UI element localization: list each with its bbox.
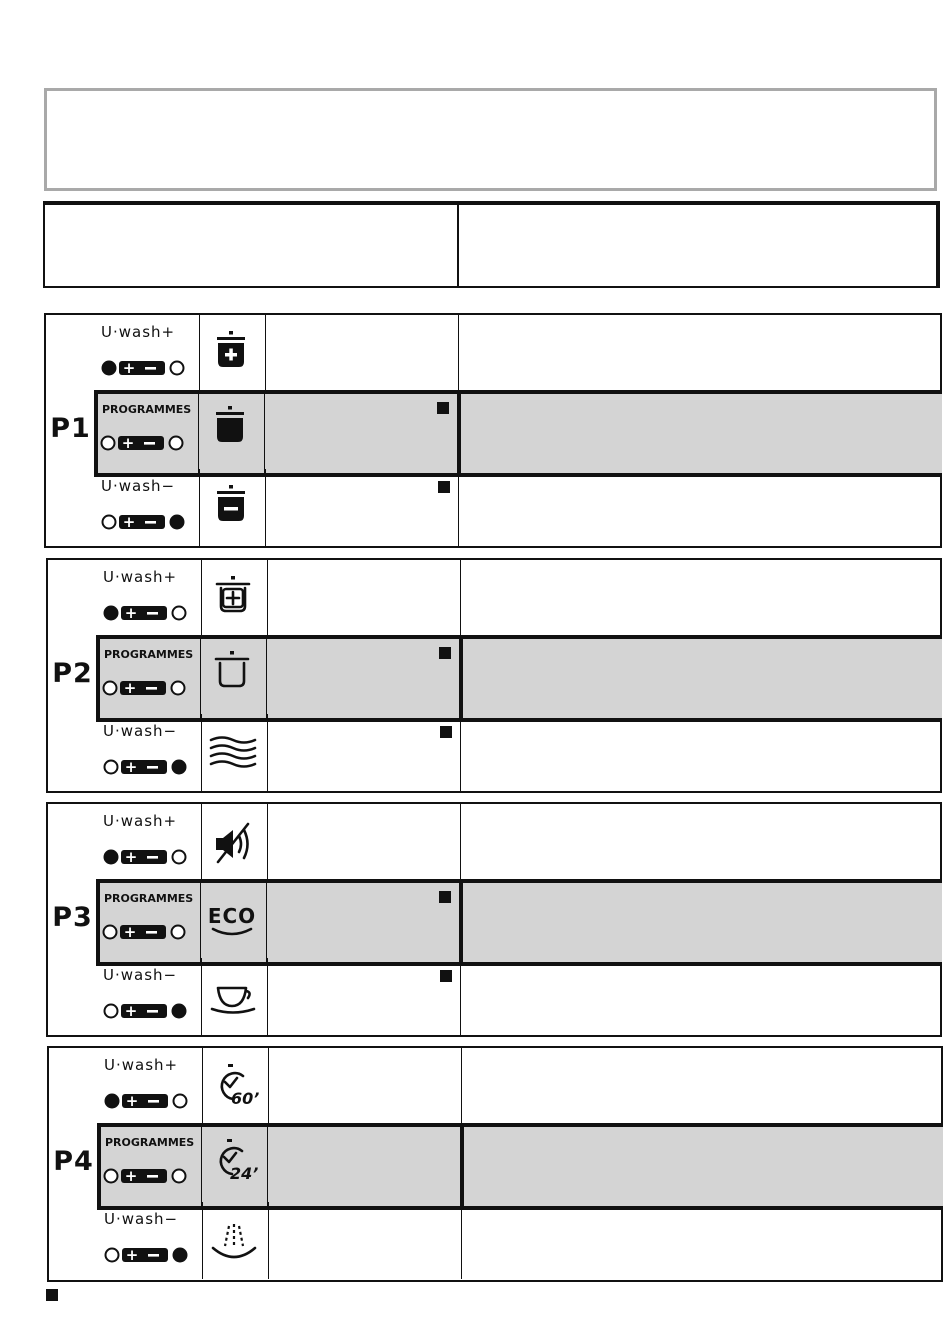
- option-label: U·wash+: [103, 568, 178, 586]
- pot-minus-solid-icon: [206, 483, 256, 535]
- option-label: PROGRAMMES: [102, 403, 192, 416]
- option-label: U·wash−: [103, 966, 178, 984]
- option-indicator: [103, 848, 183, 866]
- column-divider: [201, 1127, 202, 1206]
- title-box: [44, 88, 937, 191]
- programme-row: [98, 1048, 943, 1125]
- option-indicator: [100, 434, 180, 452]
- svg-text:24’: 24’: [230, 1164, 258, 1183]
- footnote-marker: [440, 726, 452, 738]
- programme-row: [96, 635, 942, 722]
- footnote-marker: [437, 402, 449, 414]
- column-divider: [198, 394, 199, 473]
- footnote-marker: [439, 891, 451, 903]
- option-indicator: [101, 513, 181, 531]
- column-divider: [202, 1048, 203, 1125]
- programme-group-p3: [46, 802, 942, 1037]
- programme-row: [95, 469, 942, 546]
- svg-text:+: +: [124, 604, 138, 622]
- column-divider: [268, 1202, 269, 1279]
- pot-plus-outline-icon: [208, 574, 258, 626]
- column-divider: [201, 958, 202, 1035]
- option-label: U·wash−: [104, 1210, 179, 1228]
- column-divider: [461, 1048, 462, 1125]
- column-divider: [201, 714, 202, 791]
- svg-text:+: +: [123, 679, 137, 697]
- column-divider: [267, 804, 268, 881]
- svg-text:+: +: [125, 1092, 139, 1110]
- svg-text:ECO: ECO: [207, 904, 257, 928]
- column-divider: [199, 315, 200, 392]
- svg-text:+: +: [123, 923, 137, 941]
- programme-row: [97, 1123, 943, 1210]
- programme-row: [94, 390, 942, 477]
- svg-text:+: +: [124, 1167, 138, 1185]
- timer-24-icon: [208, 1137, 258, 1189]
- eco-icon: [207, 893, 257, 945]
- svg-text:+: +: [124, 848, 138, 866]
- programme-row: [97, 958, 942, 1035]
- programme-row: [97, 714, 942, 791]
- column-divider: [266, 639, 267, 718]
- column-divider: [201, 804, 202, 881]
- pot-plus-solid-icon: [206, 329, 256, 381]
- column-divider: [460, 714, 461, 791]
- column-divider: [267, 958, 268, 1035]
- option-label: PROGRAMMES: [105, 1136, 195, 1149]
- option-label: U·wash−: [101, 477, 176, 495]
- option-label: PROGRAMMES: [104, 892, 194, 905]
- option-label: U·wash+: [104, 1056, 179, 1074]
- silent-icon: [208, 818, 258, 870]
- footnote-marker: [440, 970, 452, 982]
- option-indicator: [102, 923, 182, 941]
- programme-number: P1: [50, 412, 91, 444]
- column-divider: [267, 1127, 268, 1206]
- option-label: U·wash−: [103, 722, 178, 740]
- svg-text:+: +: [121, 434, 135, 452]
- column-divider: [267, 560, 268, 637]
- column-divider: [460, 958, 461, 1035]
- column-divider: [264, 394, 265, 473]
- option-indicator: [103, 604, 183, 622]
- pot-solid-icon: [205, 404, 255, 456]
- option-label: U·wash+: [103, 812, 178, 830]
- option-indicator: [103, 1167, 183, 1185]
- column-divider: [202, 1202, 203, 1279]
- column-divider: [265, 315, 266, 392]
- header-divider: [457, 205, 459, 286]
- option-label: PROGRAMMES: [104, 648, 194, 661]
- column-divider: [459, 639, 463, 718]
- svg-text:+: +: [122, 513, 136, 531]
- option-indicator: [104, 1246, 184, 1264]
- programme-row: [97, 560, 942, 637]
- svg-text:+: +: [122, 359, 136, 377]
- svg-text:+: +: [124, 758, 138, 776]
- programme-group-p4: [47, 1046, 943, 1282]
- column-divider: [200, 883, 201, 962]
- column-divider: [460, 560, 461, 637]
- column-divider: [200, 639, 201, 718]
- cup-icon: [208, 972, 258, 1024]
- column-divider: [458, 315, 459, 392]
- option-indicator: [104, 1092, 184, 1110]
- footnote-marker: [438, 481, 450, 493]
- programme-row: [98, 1202, 943, 1279]
- programme-row: [96, 879, 942, 966]
- option-indicator: [101, 359, 181, 377]
- table-header: [43, 201, 940, 288]
- column-divider: [461, 1202, 462, 1279]
- option-indicator: [102, 679, 182, 697]
- column-divider: [460, 804, 461, 881]
- programme-number: P3: [52, 901, 93, 933]
- programme-number: P4: [53, 1146, 94, 1177]
- programme-group-p2: [46, 558, 942, 793]
- footnote-marker: [439, 647, 451, 659]
- column-divider: [266, 883, 267, 962]
- column-divider: [265, 469, 266, 546]
- pot-outline-icon: [207, 649, 257, 701]
- timer-60-icon: [209, 1062, 259, 1114]
- column-divider: [199, 469, 200, 546]
- svg-text:60’: 60’: [231, 1089, 259, 1108]
- footnote-marker: [46, 1289, 58, 1301]
- rinse-icon: [209, 1216, 259, 1268]
- column-divider: [459, 883, 463, 962]
- option-indicator: [103, 758, 183, 776]
- programme-row: [97, 804, 942, 881]
- programme-row: [95, 315, 942, 392]
- column-divider: [267, 714, 268, 791]
- column-divider: [457, 394, 461, 473]
- svg-text:+: +: [125, 1246, 139, 1264]
- svg-text:+: +: [124, 1002, 138, 1020]
- programme-number: P2: [52, 657, 93, 689]
- option-label: U·wash+: [101, 323, 176, 341]
- column-divider: [458, 469, 459, 546]
- option-indicator: [103, 1002, 183, 1020]
- waves-icon: [208, 728, 258, 780]
- column-divider: [460, 1127, 464, 1206]
- column-divider: [201, 560, 202, 637]
- column-divider: [268, 1048, 269, 1125]
- programme-group-p1: [44, 313, 942, 548]
